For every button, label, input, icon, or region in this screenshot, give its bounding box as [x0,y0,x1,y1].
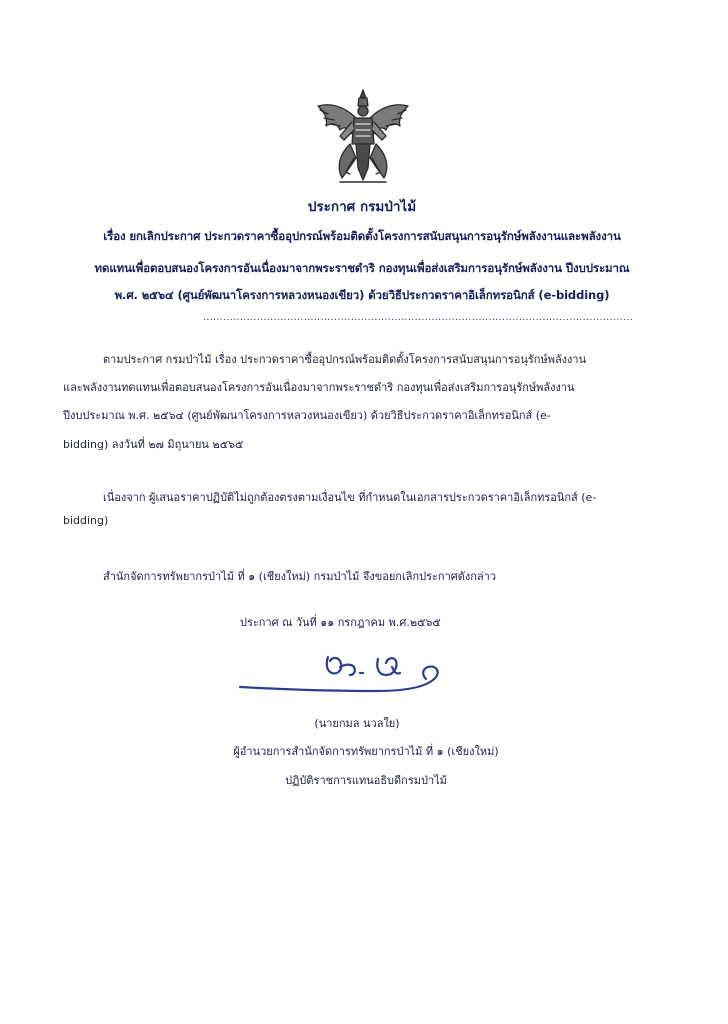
paragraph-1-line-1: ตามประกาศ กรมป่าไม้ เรื่อง ประกวดราคาซื้ออุปกรณ์พร้อมติดตั้งโครงการสนับสนุนการอนุรักษ์พลังงาน [103,353,587,366]
signer-position: ผู้อำนวยการสำนักจัดการทรัพยากรป่าไม้ ที่ ๑ (เชียงใหม่) [233,745,499,758]
signer-acting-on-behalf: ปฏิบัติราชการแทนอธิบดีกรมป่าไม้ [285,774,447,787]
paragraph-2-line-2: bidding) [63,514,109,527]
paragraph-1-line-3: ปีงบประมาณ พ.ศ. ๒๕๖๔ (ศูนย์พัฒนาโครงการหลวงหนองเขียว) ด้วยวิธีประกวดราคาอิเล็กทรอนิกส์ (e- [63,409,551,422]
subject-line-3: พ.ศ. ๒๕๖๔ (ศูนย์พัฒนาโครงการหลวงหนองเขียว) ด้วยวิธีประกวดราคาอิเล็กทรอนิกส์ (e-bidding) [114,288,610,302]
handwritten-signature [236,645,446,705]
signer-name: (นายกมล นวลใย) [314,717,400,730]
garuda-emblem-icon [310,88,416,188]
paragraph-1-line-2: และพลังงานทดแทนเพื่อตอบสนองโครงการอันเนื่องมาจากพระราชดำริ กองทุนเพื่อส่งเสริมการอนุรักษ์พลังงาน [63,381,575,394]
paragraph-1-line-4: bidding) ลงวันที่ ๒๗ มิถุนายน ๒๕๖๕ [63,438,244,451]
announcement-title: ประกาศ กรมป่าไม้ [307,199,417,215]
paragraph-3-line-1: สำนักจัดการทรัพยากรป่าไม้ ที่ ๑ (เชียงใหม่) กรมป่าไม้ จึงขอยกเลิกประกาศดังกล่าว [103,570,497,583]
paragraph-2-line-1: เนื่องจาก ผู้เสนอราคาปฏิบัติไม่ถูกต้องตรงตามเงื่อนไข ที่กำหนดในเอกสารประกวดราคาอิเล็กทรอนิกส์ (e- [103,491,597,504]
dotted-separator: ................................................................................................................................ [203,313,634,323]
announcement-date: ประกาศ ณ วันที่ ๑๑ กรกฎาคม พ.ศ.๒๕๖๕ [240,616,441,629]
subject-line-1: เรื่อง ยกเลิกประกาศ ประกวดราคาซื้ออุปกรณ์พร้อมติดตั้งโครงการสนับสนุนการอนุรักษ์พลังงานและพลังงาน [103,229,621,243]
subject-line-2: ทดแทนเพื่อตอบสนองโครงการอันเนื่องมาจากพระราชดำริ กองทุนเพื่อส่งเสริมการอนุรักษ์พลังงาน ปีงบประมาณ [94,261,630,275]
